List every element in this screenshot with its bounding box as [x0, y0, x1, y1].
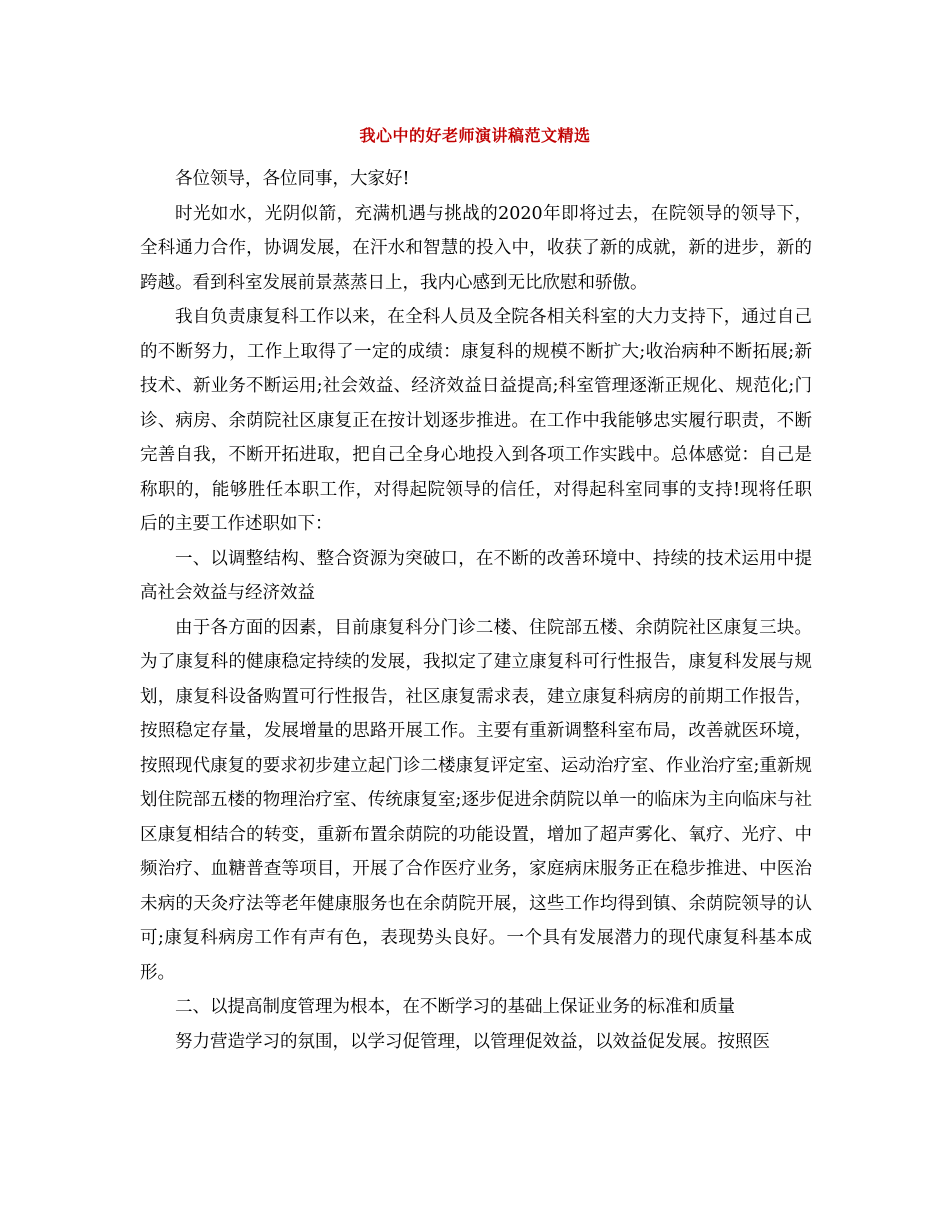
paragraph-intro: 时光如水，光阴似箭，充满机遇与挑战的2020年即将过去，在院领导的领导下，全科通力合作，协调发展，在汗水和智慧的投入中，收获了新的成就，新的进步，新的跨越。看到科室发展前景蒸蒸日上，我内心感到无比欣慰和骄傲。	[140, 203, 812, 293]
paragraph-section-2: 努力营造学习的氛围，以学习促管理，以管理促效益，以效益促发展。按照医	[175, 1031, 770, 1052]
section-heading-1: 一、以调整结构、整合资源为突破口，在不断的改善环境中、持续的技术运用中提高社会效益与经济效益	[140, 548, 812, 603]
document-title: 我心中的好老师演讲稿范文精选	[359, 126, 591, 145]
section-heading-2: 二、以提高制度管理为根本，在不断学习的基础上保证业务的标准和质量	[175, 997, 735, 1017]
paragraph-greeting: 各位领导，各位同事，大家好!	[175, 169, 410, 189]
document-body	[140, 162, 812, 1059]
paragraph-summary: 我自负责康复科工作以来，在全科人员及全院各相关科室的大力支持下，通过自己的不断努力，工作上取得了一定的成绩：康复科的规模不断扩大;收治病种不断拓展;新技术、新业务不断运用;社会效益、经济效益日益提高;科室管理逐渐正规化、规范化;门诊、病房、余荫院社区康复正在按计划逐步推进。在工作中我能够忠实履行职责，不断完善自我，不断开拓进取，把自己全身心地投入到各项工作实践中。总体感觉：自己是称职的，能够胜任本职工作，对得起院领导的信任，对得起科室同事的支持!现将任职后的主要工作述职如下：	[140, 307, 812, 534]
paragraph-section-1: 由于各方面的因素，目前康复科分门诊二楼、住院部五楼、余荫院社区康复三块。为了康复科的健康稳定持续的发展，我拟定了建立康复科可行性报告，康复科发展与规划，康复科设备购置可行性报告，社区康复需求表，建立康复科病房的前期工作报告，按照稳定存量，发展增量的思路开展工作。主要有重新调整科室布局，改善就医环境，按照现代康复的要求初步建立起门诊二楼康复评定室、运动治疗室、作业治疗室;重新规划住院部五楼的物理治疗室、传统康复室;逐步促进余荫院以单一的临床为主向临床与社区康复相结合的转变，重新布置余荫院的功能设置，增加了超声雾化、氧疗、光疗、中频治疗、血糖普查等项目，开展了合作医疗业务，家庭病床服务正在稳步推进、中医治未病的天灸疗法等老年健康服务也在余荫院开展，这些工作均得到镇、余荫院领导的认可;康复科病房工作有声有色，表现势头良好。一个具有发展潜力的现代康复科基本成形。	[140, 617, 812, 983]
